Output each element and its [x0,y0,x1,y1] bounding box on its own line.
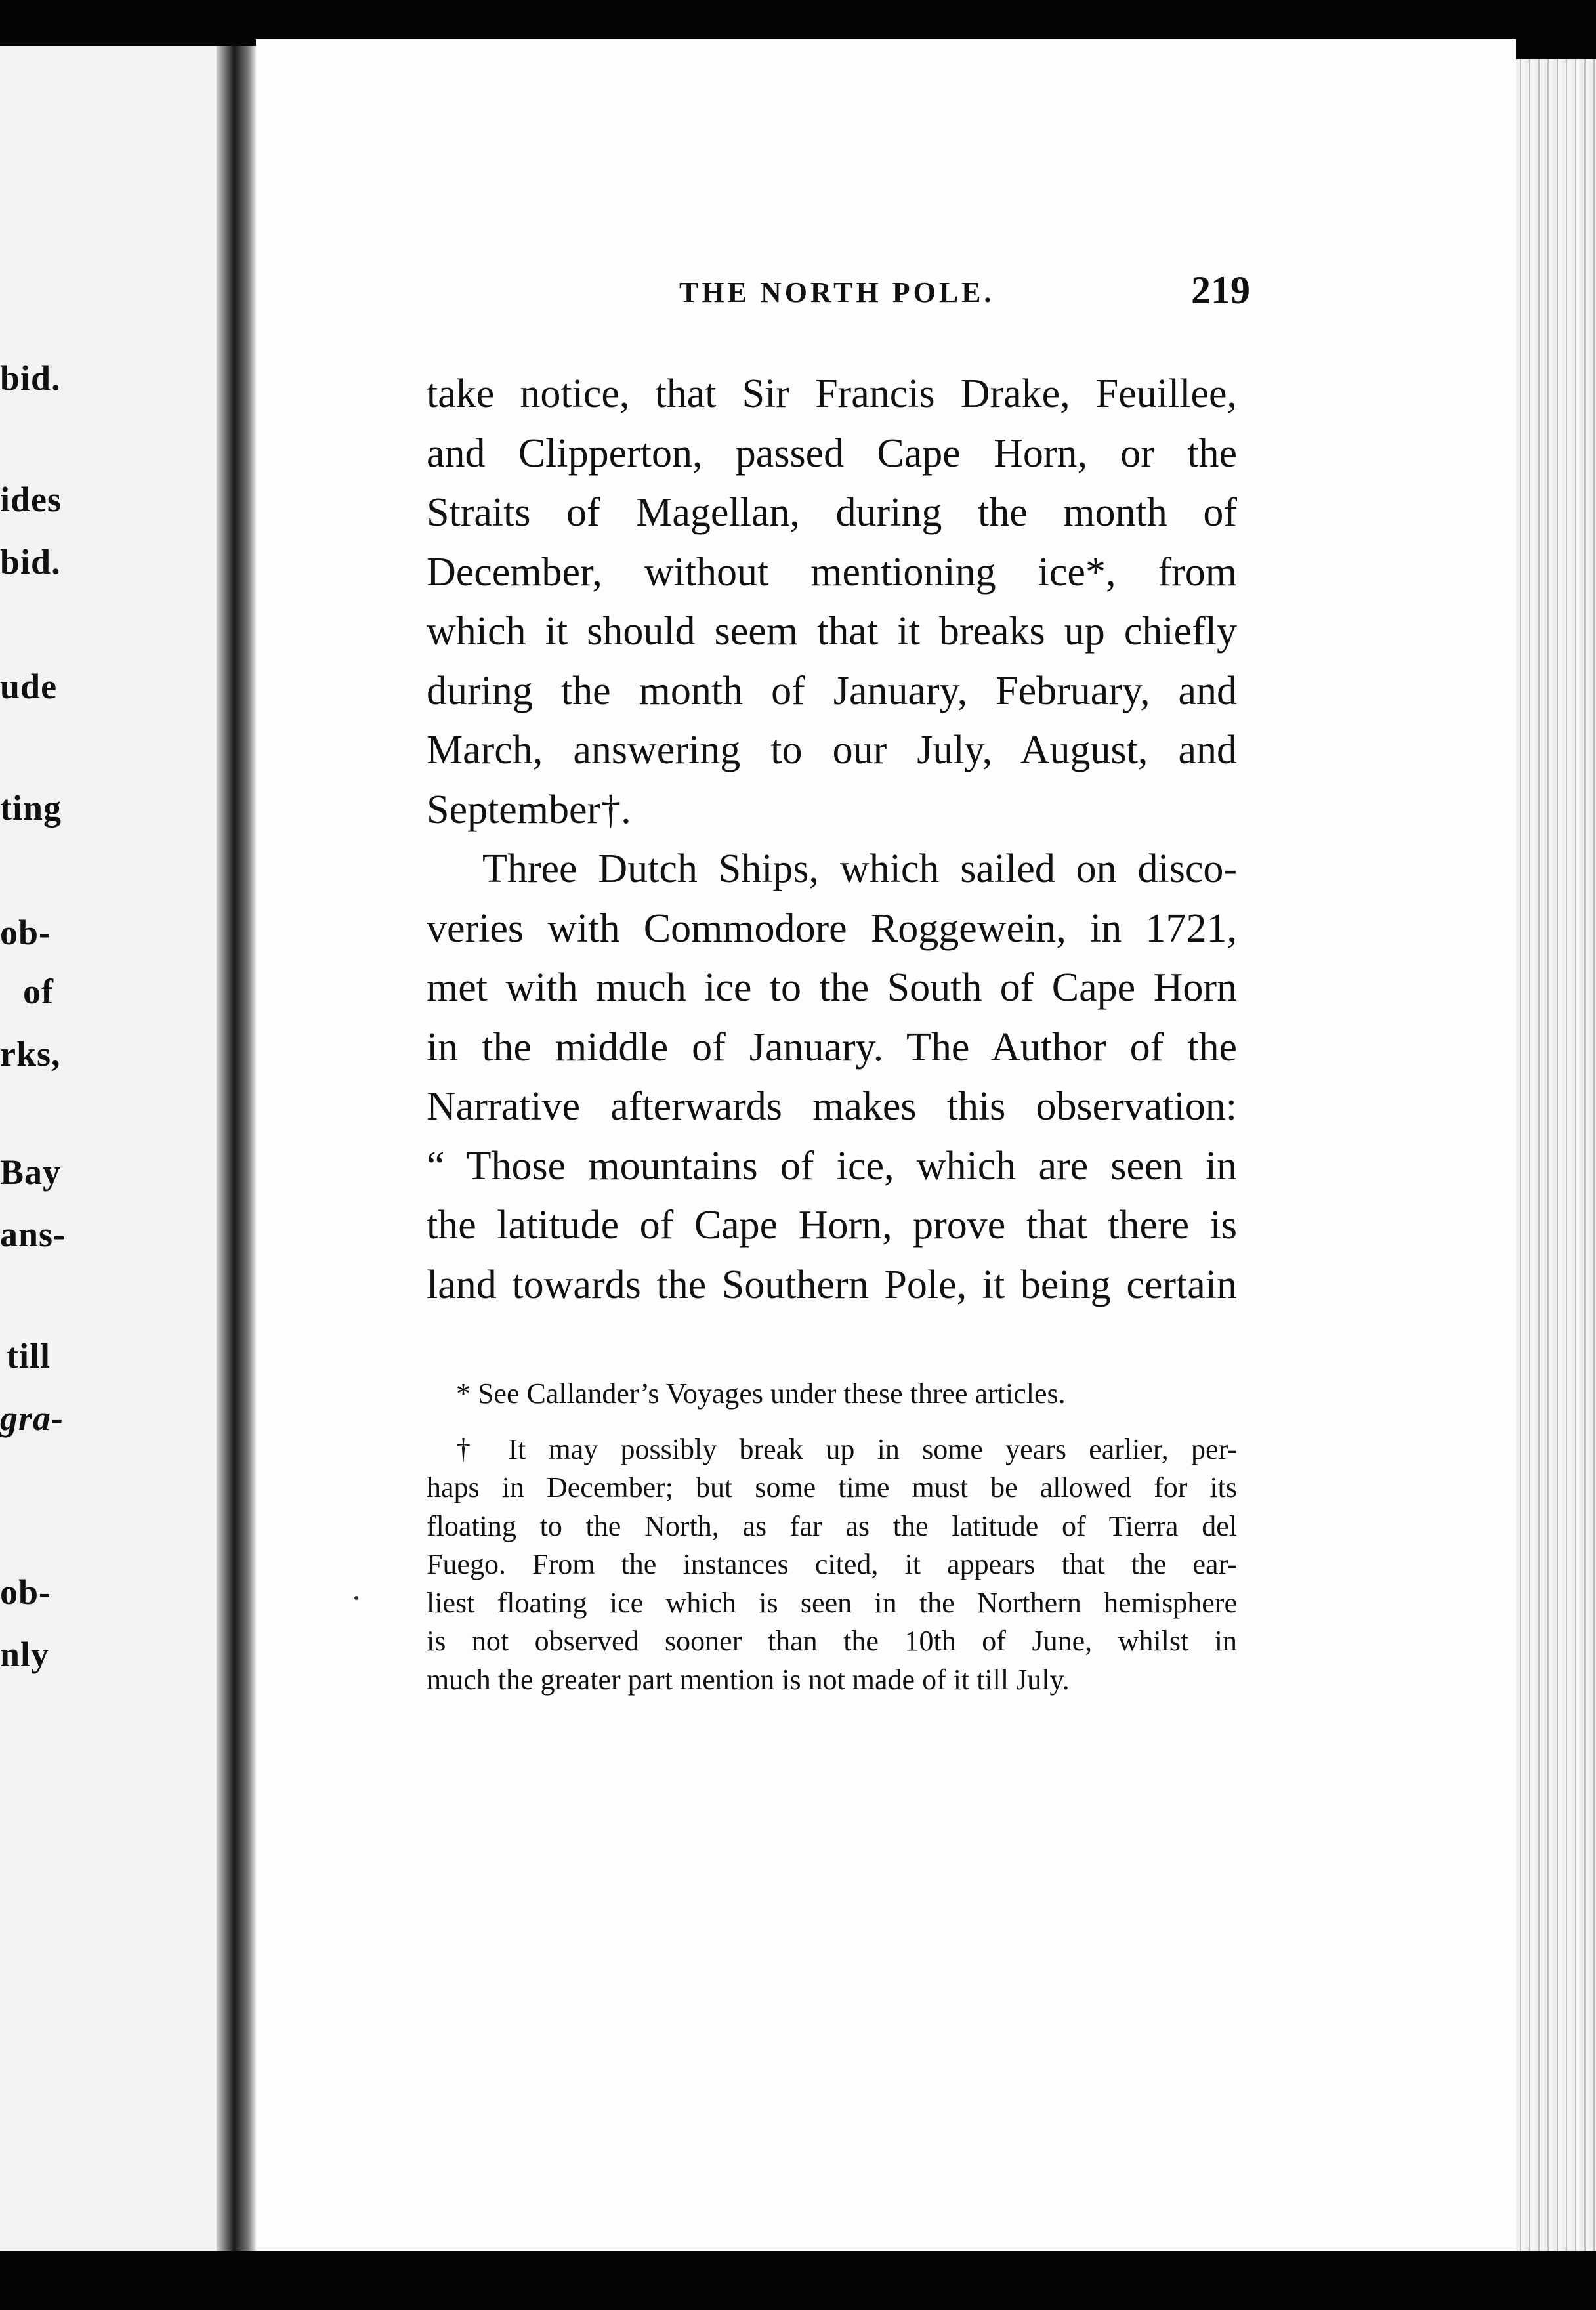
page-edges [1516,59,1596,2251]
page-number: 219 [1191,268,1250,312]
left-page-fragment [0,46,217,2271]
scan-speck [354,1596,358,1600]
text-line: in the middle of January. The Author of the [427,1024,1237,1070]
footnote-dagger-line: floating to the North, as far as the latitude of Tierra del [427,1509,1237,1542]
left-page-text: gra- [0,1398,64,1438]
text-line: Three Dutch Ships, which sailed on disco- [482,847,1237,891]
left-page-text: ides [0,480,62,519]
footnote-dagger-line: Fuego. From the instances cited, it appears that the ear- [427,1548,1237,1580]
scan-border [0,2251,1596,2310]
page-header [679,268,1250,335]
left-page-text: ting [0,788,62,828]
footnotes [427,1375,1237,1699]
text-line: March, answering to our July, August, and [427,728,1237,772]
footnote-dagger-line: † It may possibly break up in some years earlier, per- [456,1433,1237,1465]
left-page-text: ob- [0,1572,52,1612]
text-line: land towards the Southern Pole, it being certain [427,1262,1237,1307]
text-line: veries with Commodore Roggewein, in 1721, [427,906,1237,951]
text-line: the latitude of Cape Horn, prove that there is [427,1203,1237,1248]
text-line: met with much ice to the South of Cape Horn [427,965,1237,1010]
footnote-dagger-line: is not observed sooner than the 10th of June, whilst in [427,1625,1237,1657]
body-text [427,364,1237,1314]
text-line: and Clipperton, passed Cape Horn, or the [427,430,1237,476]
text-line: September†. [427,787,631,832]
running-title: THE NORTH POLE. [679,276,995,308]
text-line: which it should seem that it breaks up chiefly [427,609,1237,654]
left-page-text: till [7,1336,51,1376]
text-line: take notice, that Sir Francis Drake, Feuillee, [427,371,1237,416]
left-page-text: ob- [0,913,52,952]
footnote-star: * See Callander’s Voyages under these three articles. [456,1377,1066,1410]
text-line: December, without mentioning ice*, from [427,549,1237,595]
text-line: Narrative afterwards makes this observation: [427,1084,1237,1129]
footnote-dagger-line: liest floating ice which is seen in the Northern hemisphere [427,1586,1237,1619]
left-page-text: bid. [0,542,61,581]
text-line: “ Those mountains of ice, which are seen in [427,1143,1237,1188]
left-page-text: bid. [0,358,61,398]
text-line: during the month of January, February, and [427,668,1237,713]
left-page-text: ude [0,667,58,706]
left-page-text: Bay [0,1152,62,1192]
left-page-text: rks, [0,1034,61,1074]
left-page-text: of [23,972,54,1011]
footnote-dagger-line: much the greater part mention is not made of it till July. [427,1663,1070,1696]
book-gutter [217,46,256,2271]
left-page-text: ans- [0,1215,66,1254]
footnote-dagger-line: haps in December; but some time must be allowed for its [427,1471,1237,1503]
text-line: Straits of Magellan, during the month of [427,490,1237,535]
left-page-text: nly [0,1635,50,1674]
